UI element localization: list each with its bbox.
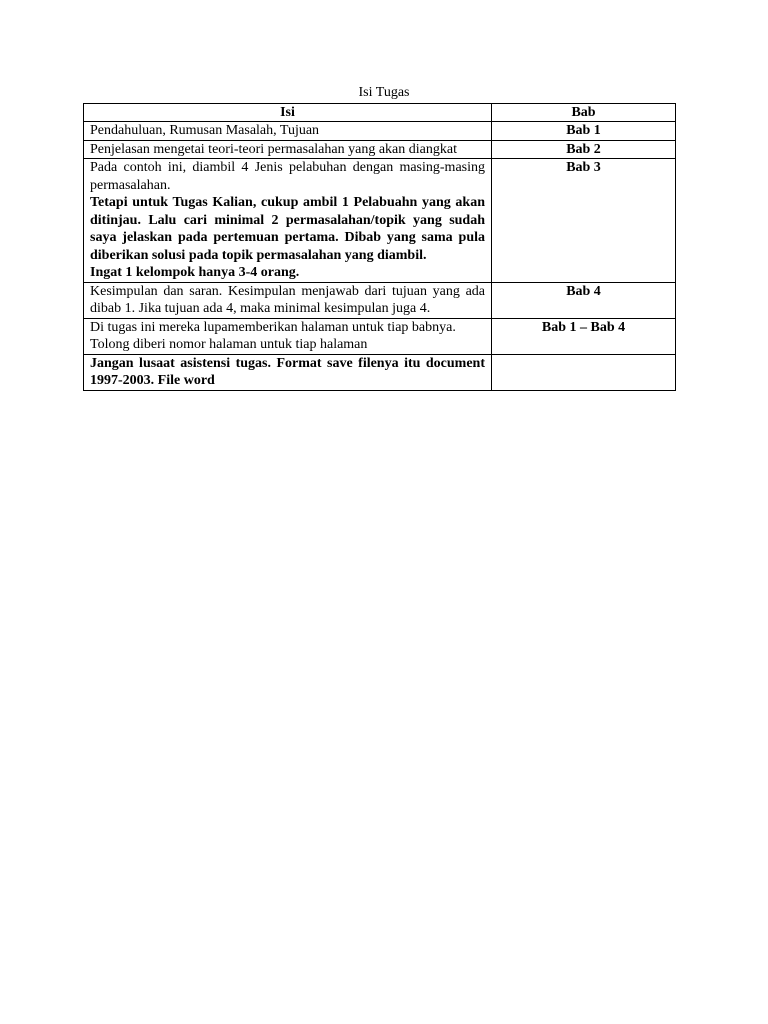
table-row [84, 354, 676, 390]
column-header-isi: Isi [84, 104, 492, 122]
isi-text: Pada contoh ini, diambil 4 Jenis pelabuhan dengan masing-masing permasalahan. [90, 160, 485, 193]
table-row [84, 282, 676, 318]
page-title: Isi Tugas [358, 85, 410, 100]
table-row [84, 122, 676, 141]
table-header-row [84, 104, 676, 122]
bab-cell: Bab 1 [492, 122, 676, 141]
isi-cell [84, 282, 492, 318]
isi-instruction-text: Tetapi untuk Tugas Kalian, cukup ambil 1 Pelabuahn yang akan ditinjau. Lalu cari minimal 2 permasalahan/topik yang sudah saya jelaskan pada pertemuan pertama. Dibab yang sama pula diberikan solusi pada topik permasalahan yang diambil. [90, 195, 485, 263]
table-row [84, 318, 676, 354]
isi-cell [84, 122, 492, 141]
isi-cell [84, 140, 492, 159]
table-row [84, 159, 676, 283]
table-row [84, 140, 676, 159]
isi-cell [84, 354, 492, 390]
isi-cell [84, 318, 492, 354]
bab-cell: Bab 2 [492, 140, 676, 159]
isi-page-number-note: Tolong diberi nomor halaman untuk tiap halaman [90, 337, 368, 352]
isi-cell [84, 159, 492, 283]
bab-cell: Bab 4 [492, 282, 676, 318]
isi-group-size-note: Ingat 1 kelompok hanya 3-4 orang. [90, 265, 300, 280]
isi-text: Pendahuluan, Rumusan Masalah, Tujuan [90, 123, 320, 138]
column-header-bab: Bab [492, 104, 676, 122]
isi-text: Kesimpulan dan saran. Kesimpulan menjawab dari tujuan yang ada dibab 1. Jika tujuan ada 4, maka minimal kesimpulan juga 4. [90, 283, 485, 316]
isi-text: Penjelasan mengetai teori-teori permasalahan yang akan diangkat [90, 141, 457, 157]
bab-cell: Bab 1 – Bab 4 [492, 318, 676, 354]
assignment-table [83, 103, 676, 391]
bab-cell: Bab 3 [492, 159, 676, 283]
isi-text: Di tugas ini mereka lupamemberikan halaman untuk tiap babnya. [90, 319, 456, 335]
bab-cell [492, 354, 676, 390]
isi-format-note: Jangan lusaat asistensi tugas. Format save filenya itu document 1997-2003. File word [90, 355, 485, 388]
